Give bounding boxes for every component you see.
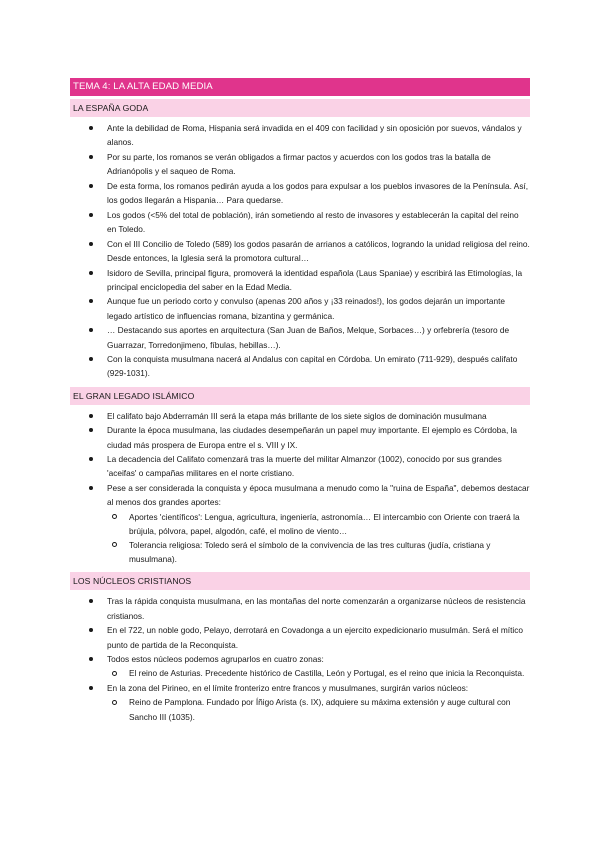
bullet-dot-icon <box>89 184 93 188</box>
list-item-text: Por su parte, los romanos se verán obligados a firmar pactos y acuerdos con los godos tras la batalla de Adrianópolis y el saqueo de Roma. <box>107 151 491 177</box>
bullet-list <box>70 409 530 567</box>
bullet-dot-icon <box>89 657 93 661</box>
sub-list-item <box>107 510 530 538</box>
list-item-text: De esta forma, los romanos pedirán ayuda a los godos para expulsar a los pueblos invasores de la Península. Así, los godos llegarán a Hispania… Para quedarse. <box>107 180 529 206</box>
list-item <box>70 452 530 480</box>
bullet-dot-icon <box>89 599 93 603</box>
section-heading: LA ESPAÑA GODA <box>70 99 530 117</box>
bullet-dot-icon <box>89 486 93 490</box>
sub-list-item-text: Tolerancia religiosa: Toledo será el símbolo de la convivencia de las tres culturas (judía, cristiana y musulmana). <box>129 539 491 565</box>
list-item-text: Los godos (<5% del total de población), irán sometiendo al resto de invasores y establecerán la capital del reino en Toledo. <box>107 209 519 234</box>
list-item-text: Tras la rápida conquista musulmana, en las montañas del norte comenzarán a organizarse núcleos de resistencia cristianos. <box>107 596 526 621</box>
bullet-dot-icon <box>89 428 93 432</box>
bullet-dot-icon <box>89 126 93 130</box>
list-item-text: El califato bajo Abderramán III será la etapa más brillante de los siete siglos de dominación musulmana <box>107 410 487 421</box>
list-item <box>70 423 530 451</box>
section-heading: LOS NÚCLEOS CRISTIANOS <box>70 572 530 590</box>
list-item <box>70 179 530 207</box>
list-item <box>70 409 530 423</box>
list-item <box>70 323 530 351</box>
sub-list <box>107 666 530 680</box>
sub-list-item-text: El reino de Asturias. Precedente histórico de Castilla, León y Portugal, es el reino que inicia la Reconquista. <box>129 668 525 679</box>
list-item <box>70 121 530 149</box>
bullet-dot-icon <box>89 357 93 361</box>
bullet-dot-icon <box>89 328 93 332</box>
list-item <box>70 681 530 724</box>
list-item-text: Con el III Concilio de Toledo (589) los godos pasarán de arrianos a católicos, logrando la unidad religiosa del reino. Desde entonces, la Iglesia será la promotora cultural… <box>107 238 530 263</box>
bullet-dot-icon <box>89 242 93 246</box>
sub-list-item <box>107 666 530 680</box>
section-heading: EL GRAN LEGADO ISLÁMICO <box>70 387 530 405</box>
bullet-list <box>70 121 530 381</box>
sections-container <box>70 99 530 724</box>
hollow-bullet-icon <box>112 514 117 519</box>
list-item-text: En la zona del Pirineo, en el límite fronterizo entre francos y musulmanes, surgirán varios núcleos: <box>107 683 469 694</box>
list-item-text: … Destacando sus aportes en arquitectura (San Juan de Baños, Melque, Sorbaces…) y orfebrería (tesoro de Guarrazar, Torredonjimeno, fíbulas, hebillas…). <box>107 325 510 350</box>
sub-list-item-text: Reino de Pamplona. Fundado por Íñigo Arista (s. IX), adquiere su máxima extensión y auge cultural con Sancho III (1035). <box>129 697 511 722</box>
list-item <box>70 208 530 236</box>
list-item-text: Isidoro de Sevilla, principal figura, promoverá la identidad española (Laus Spaniae) y escribirá las Etimologías, la principal enciclopedia del saber en la Edad Media. <box>107 267 523 292</box>
list-item-text: Pese a ser considerada la conquista y época musulmana a menudo como la "ruina de España", debemos destacar al menos dos grandes aportes: <box>107 483 530 508</box>
document-page <box>70 78 530 724</box>
bullet-dot-icon <box>89 155 93 159</box>
bullet-dot-icon <box>89 299 93 303</box>
bullet-list <box>70 594 530 723</box>
list-item-text: Con la conquista musulmana nacerá al Andalus con capital en Córdoba. Un emirato (711-929), después califato (929-1031). <box>107 354 518 379</box>
list-item <box>70 652 530 680</box>
list-item <box>70 150 530 178</box>
list-item-text: La decadencia del Califato comenzará tras la muerte del militar Almanzor (1002), conocido por sus grandes 'aceifas' o campañas militares en el norte cristiano. <box>107 454 502 479</box>
list-item <box>70 237 530 265</box>
list-item-text: Todos estos núcleos podemos agruparlos en cuatro zonas: <box>107 654 324 665</box>
bullet-dot-icon <box>89 271 93 275</box>
bullet-dot-icon <box>89 628 93 632</box>
bullet-dot-icon <box>89 213 93 217</box>
sub-list-item <box>107 538 530 566</box>
list-item <box>70 594 530 622</box>
hollow-bullet-icon <box>112 700 117 705</box>
list-item-text: En el 722, un noble godo, Pelayo, derrotará en Covadonga a un ejercito expedicionario musulmán. Será el mítico punto de partida de la Reconquista. <box>107 625 524 650</box>
list-item <box>70 481 530 566</box>
hollow-bullet-icon <box>112 542 117 547</box>
bullet-dot-icon <box>89 457 93 461</box>
hollow-bullet-icon <box>112 671 117 676</box>
list-item-text: Aunque fue un periodo corto y convulso (apenas 200 años y ¡33 reinados!), los godos dejarán un importante legado artístico de influencias romana, bizantina y germánica. <box>107 296 506 321</box>
list-item <box>70 294 530 322</box>
list-item <box>70 266 530 294</box>
list-item <box>70 623 530 651</box>
list-item-text: Ante la debilidad de Roma, Hispania será invadida en el 409 con facilidad y sin oposición por suevos, vándalos y alanos. <box>107 123 522 148</box>
bullet-dot-icon <box>89 686 93 690</box>
page-title: TEMA 4: LA ALTA EDAD MEDIA <box>70 78 530 96</box>
list-item <box>70 352 530 380</box>
list-item-text: Durante la época musulmana, las ciudades desempeñarán un papel muy importante. El ejemplo es Córdoba, la ciudad más prospera de Europa entre el s. VIII y IX. <box>107 425 518 450</box>
sub-list <box>107 695 530 723</box>
sub-list-item-text: Aportes 'científicos': Lengua, agricultura, ingeniería, astronomía… El intercambio con Oriente con traerá la brújula, pólvora, papel, algodón, café, el molino de viento… <box>129 511 520 536</box>
sub-list <box>107 510 530 567</box>
sub-list-item <box>107 695 530 723</box>
bullet-dot-icon <box>89 414 93 418</box>
